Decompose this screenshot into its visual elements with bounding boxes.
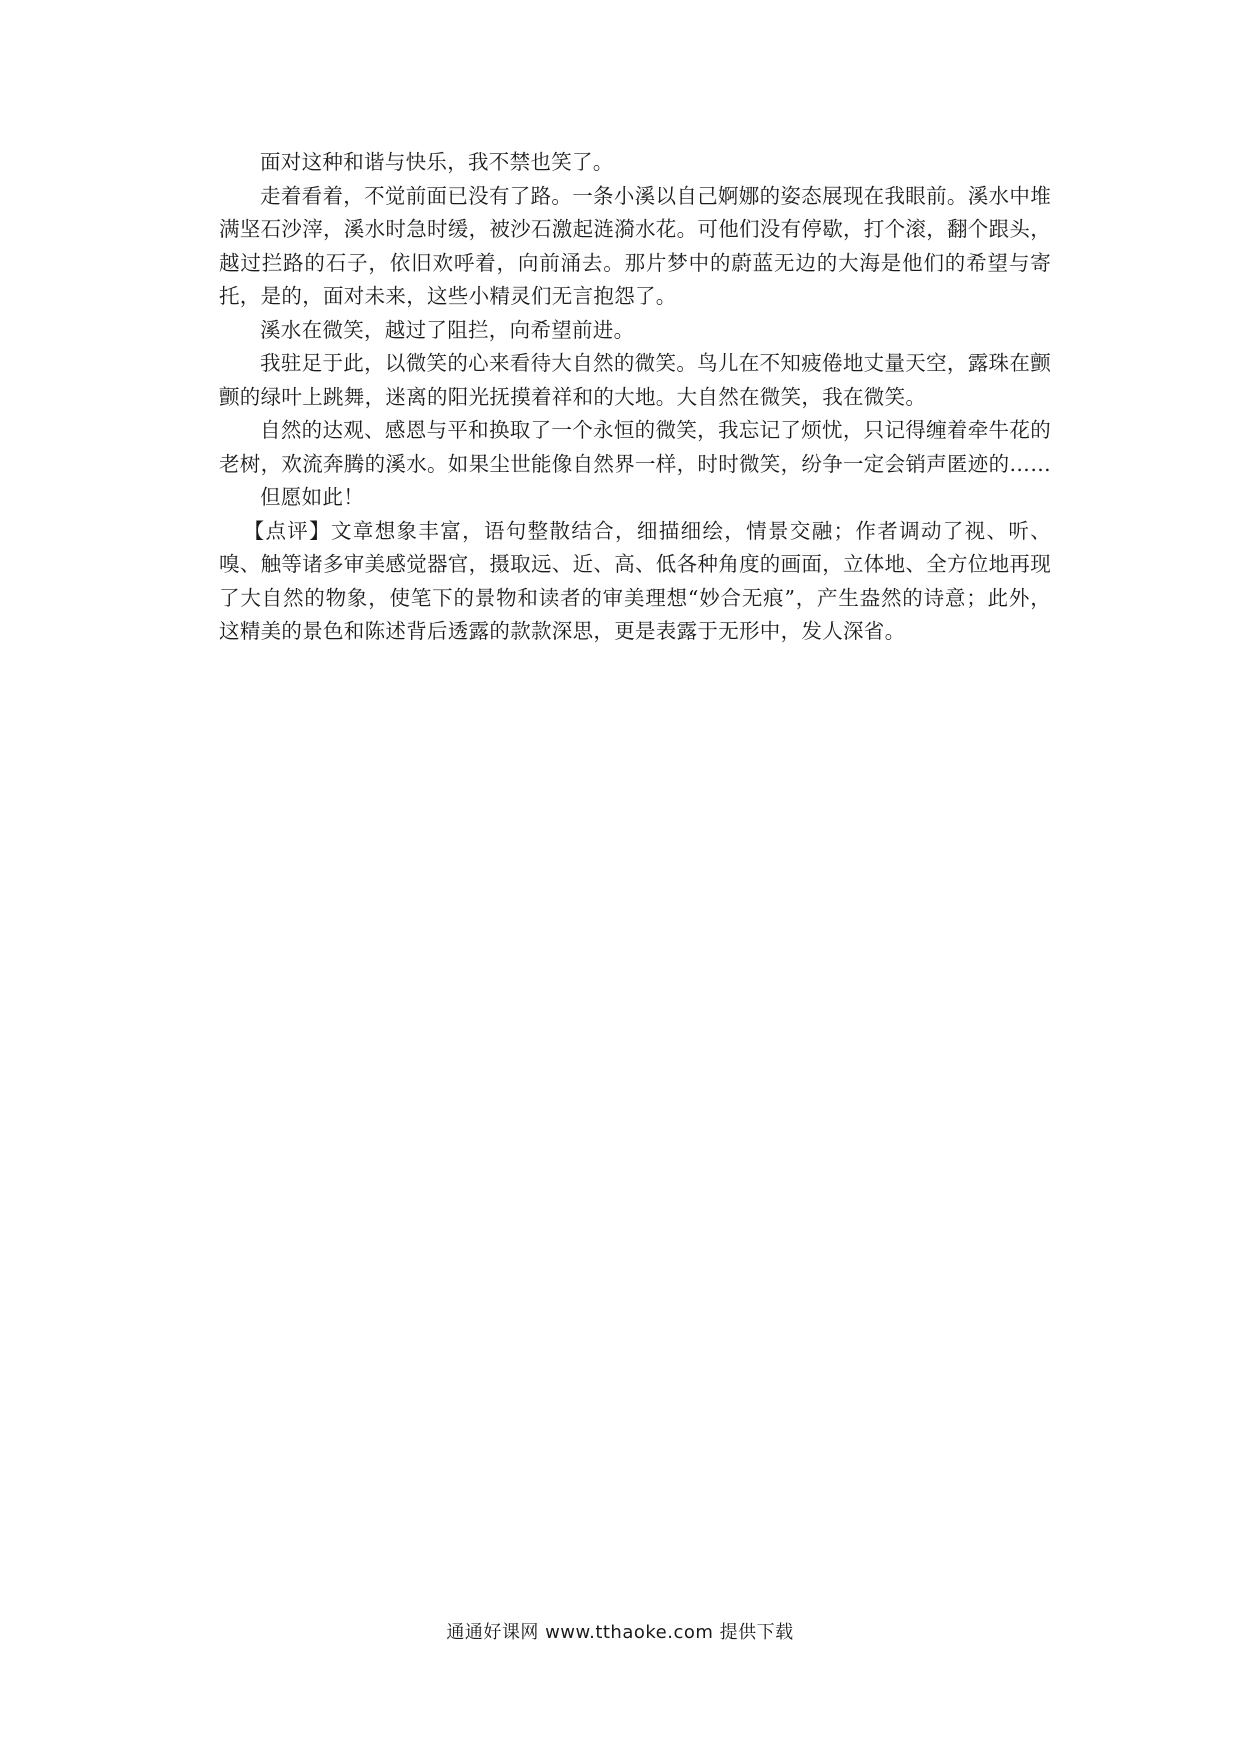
footer-download-notice: 通通好课网 www.tthaoke.com 提供下载	[446, 1622, 794, 1643]
commentary-paragraph: 【点评】文章想象丰富，语句整散结合，细描细绘，情景交融；作者调动了视、听、嗅、触等诸多审美感觉器官，摄取远、近、高、低各种角度的画面，立体地、全方位地再现了大自然的物象，使笔下的景物和读者的审美理想“妙合无痕”，产生盎然的诗意；此外，这精美的景色和陈述背后透露的款款深思，更是表露于无形中，发人深省。	[219, 518, 1051, 643]
paragraph-3: 溪水在微笑，越过了阻拦，向希望前进。	[260, 317, 635, 342]
paragraph-4: 我驻足于此，以微笑的心来看待大自然的微笑。鸟儿在不知疲倦地丈量天空，露珠在颤颤的绿叶上跳舞，迷离的阳光抚摸着祥和的大地。大自然在微笑，我在微笑。	[219, 351, 1051, 409]
paragraph-2: 走着看着，不觉前面已没有了路。一条小溪以自己婀娜的姿态展现在我眼前。溪水中堆满坚石沙滓，溪水时急时缓，被沙石激起涟漪水花。可他们没有停歇，打个滚，翻个跟头，越过拦路的石子，依旧欢呼着，向前涌去。那片梦中的蔚蓝无边的大海是他们的希望与寄托，是的，面对未来，这些小精灵们无言抱怨了。	[219, 183, 1051, 308]
paragraph-6: 但愿如此！	[260, 485, 364, 509]
document-body	[219, 146, 1051, 649]
paragraph-5: 自然的达观、感恩与平和换取了一个永恒的微笑，我忘记了烦忧，只记得缠着牵牛花的老树，欢流奔腾的溪水。如果尘世能像自然界一样，时时微笑，纷争一定会销声匿迹的……	[219, 418, 1051, 476]
paragraph-1: 面对这种和谐与快乐，我不禁也笑了。	[260, 150, 614, 174]
